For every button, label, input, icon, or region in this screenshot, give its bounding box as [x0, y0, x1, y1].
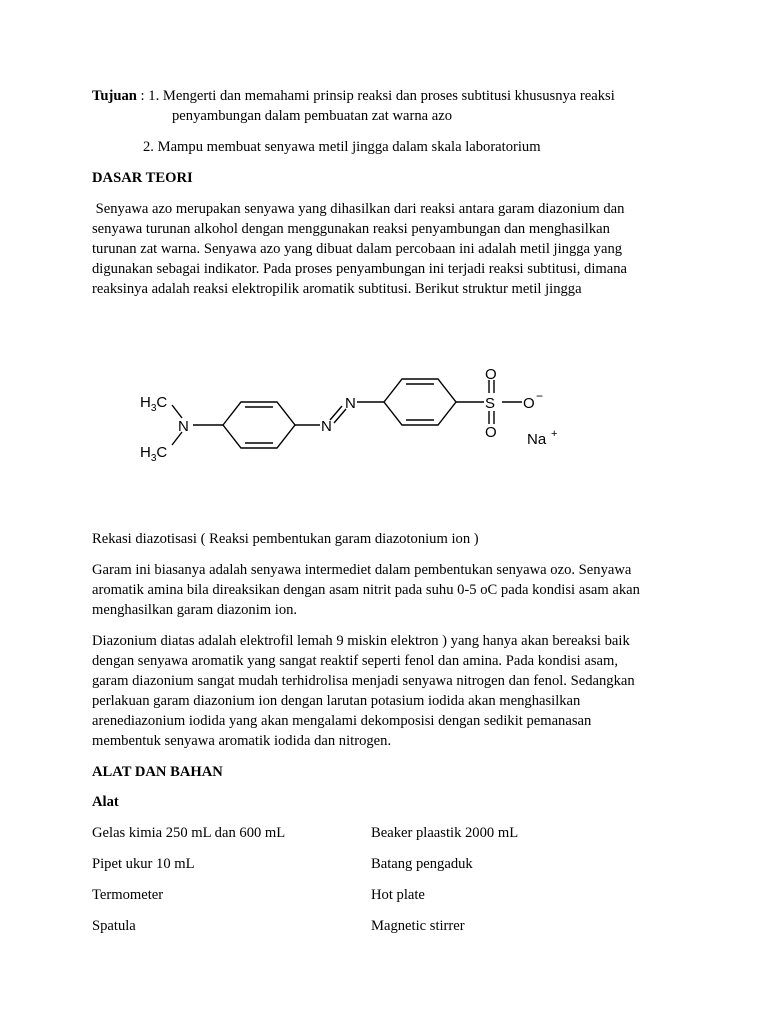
- sulfur-label: S: [485, 395, 496, 412]
- plus-charge-label: +: [551, 428, 558, 440]
- diazotisasi-p1-line-1: Garam ini biasanya adalah senyawa intermediet dalam pembentukan senyawa ozo. Senyawa: [92, 562, 632, 578]
- dasar-teori-line-1: Senyawa azo merupakan senyawa yang dihasilkan dari reaksi antara garam diazonium dan: [92, 201, 625, 217]
- tujuan-item-2: 2. Mampu membuat senyawa metil jingga dalam skala laboratorium: [143, 139, 541, 155]
- sodium-label: Na: [527, 431, 547, 448]
- methyl-orange-structure: [120, 360, 580, 470]
- h3c-top-label: $H_3C$: [140, 394, 168, 414]
- tujuan-item-1-cont: penyambungan dalam pembuatan zat warna azo: [172, 108, 452, 124]
- dasar-teori-heading: DASAR TEORI: [92, 170, 193, 186]
- alat-item: Gelas kimia 250 mL dan 600 mL: [92, 825, 286, 841]
- alat-item: Hot plate: [371, 887, 425, 903]
- alat-item: Beaker plaastik 2000 mL: [371, 825, 519, 841]
- diazotisasi-p2-line-6: membentuk senyawa aromatik iodida dan nitrogen.: [92, 733, 392, 749]
- tujuan-label: Tujuan: [92, 88, 137, 104]
- dasar-teori-line-5: reaksinya adalah reaksi elektropilik aromatik subtitusi. Berikut struktur metil jingga: [92, 281, 582, 297]
- azo-n-lower-label: N: [321, 418, 332, 435]
- minus-charge-label: −: [536, 389, 544, 403]
- alat-bahan-heading: ALAT DAN BAHAN: [92, 764, 223, 780]
- alat-item: Pipet ukur 10 mL: [92, 856, 195, 872]
- alat-item: Termometer: [92, 887, 164, 903]
- dasar-teori-line-3: turunan zat warna. Senyawa azo yang dibuat dalam percobaan ini adalah metil jingga yang: [92, 241, 623, 257]
- diazotisasi-p2-line-5: arenediazonium iodida yang akan mengalami dekomposisi dengan sedikit pemanasan: [92, 713, 592, 729]
- diazotisasi-p2-line-4: perlakuan garam diazonium ion dengan larutan potasium iodida akan menghasilkan: [92, 693, 581, 709]
- dasar-teori-line-2: senyawa turunan alkohol dengan menggunakan reaksi penyambungan dan menghasilkan: [92, 221, 610, 237]
- structure-diagram: [120, 360, 580, 470]
- azo-n-upper-label: N: [345, 395, 356, 412]
- diazotisasi-p2-line-2: dengan senyawa aromatik yang sangat reaktif seperti fenol dan amina. Pada kondisi asam,: [92, 653, 619, 669]
- oxygen-bottom-label: O: [485, 424, 497, 441]
- diazotisasi-p1-line-2: aromatik amina bila direaksikan dengan asam nitrit pada suhu 0-5 oC pada kondisi asam akan: [92, 582, 640, 598]
- alat-item: Magnetic stirrer: [371, 918, 465, 934]
- tujuan-line-1: [92, 87, 615, 107]
- dasar-teori-line-4: digunakan sebagai indikator. Pada proses penyambungan ini terjadi reaksi subtitusi, dimana: [92, 261, 627, 277]
- oxygen-top-label: O: [485, 366, 497, 383]
- tujuan-item-1: 1. Mengerti dan memahami prinsip reaksi dan proses subtitusi khususnya reaksi: [148, 88, 615, 104]
- alat-item: Spatula: [92, 918, 136, 934]
- tujuan-separator: :: [136, 88, 149, 104]
- diazotisasi-p2-line-3: garam diazonium sangat mudah terhidrolisa menjadi senyawa nitrogen dan fenol. Sedangkan: [92, 673, 635, 689]
- alat-subheading: Alat: [92, 794, 119, 810]
- diazotisasi-p1-line-3: menghasilkan garam diazonim ion.: [92, 602, 298, 618]
- amine-n-label: N: [178, 418, 189, 435]
- h3c-bottom-label: $H_3C$: [140, 444, 168, 464]
- diazotisasi-heading: Rekasi diazotisasi ( Reaksi pembentukan garam diazotonium ion ): [92, 531, 479, 547]
- oxygen-minus-label: O: [523, 395, 535, 412]
- alat-item: Batang pengaduk: [371, 856, 473, 872]
- diazotisasi-p2-line-1: Diazonium diatas adalah elektrofil lemah 9 miskin elektron ) yang hanya akan bereaksi baik: [92, 633, 630, 649]
